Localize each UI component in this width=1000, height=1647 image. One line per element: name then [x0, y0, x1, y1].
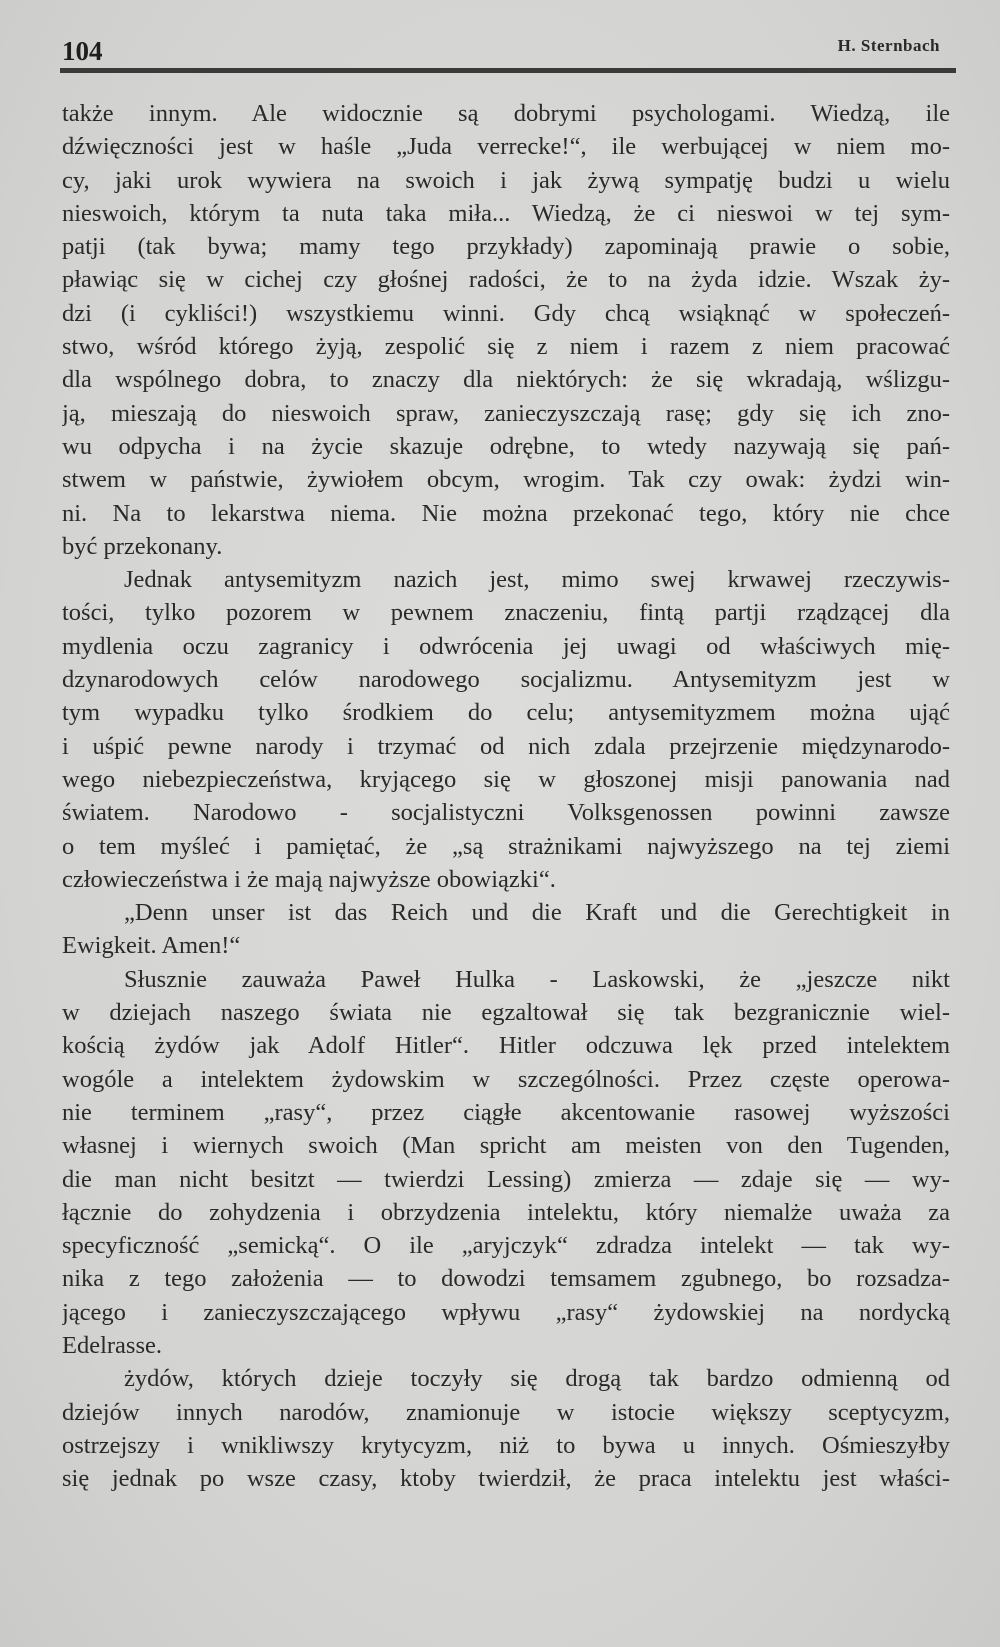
text-line: „Denn unser ist das Reich und die Kraft und die Gerechtigkeit in — [124, 899, 950, 927]
text-line: się jednak po wsze czasy, ktoby twierdził, że praca intelektu jest właści- — [62, 1465, 950, 1493]
header-rule — [60, 68, 956, 73]
text-line: ją, mieszają do nieswoich spraw, zanieczyszczają rasę; gdy się ich zno- — [62, 399, 950, 427]
text-line: Edelrasse. — [62, 1331, 162, 1359]
text-line: ostrzejszy i wnikliwszy krytycyzm, niż to bywa u innych. Ośmieszyłby — [62, 1431, 950, 1459]
text-line: nieswoich, którym ta nuta taka miła... Wiedzą, że ci nieswoi w tej sym- — [62, 199, 950, 227]
text-line: dzi (i cykliści!) wszystkiemu winni. Gdy chcą wsiąknąć w społeczeń- — [62, 299, 950, 327]
running-head-author: H. Sternbach — [837, 36, 940, 55]
text-line: światem. Narodowo - socjalistyczni Volksgenossen powinni zawsze — [62, 799, 950, 827]
text-line: żydów, których dzieje toczyły się drogą tak bardzo odmienną od — [124, 1365, 950, 1393]
text-line: dziejów innych narodów, znamionuje w istocie większy sceptycyzm, — [62, 1398, 950, 1426]
text-line: nie terminem „rasy“, przez ciągłe akcentowanie rasowej wyższości — [62, 1098, 950, 1126]
text-line: wego niebezpieczeństwa, kryjącego się w głoszonej misji panowania nad — [62, 765, 950, 793]
text-line: die man nicht besitzt — twierdzi Lessing) zmierza — zdaje się — wy- — [62, 1165, 950, 1193]
body-text — [62, 97, 950, 1495]
text-line: cy, jaki urok wywiera na swoich i jak żywą sympatję budzi u wielu — [62, 166, 950, 194]
text-line: dzynarodowych celów narodowego socjalizmu. Antysemityzm jest w — [62, 666, 950, 694]
text-line: także innym. Ale widocznie są dobrymi psychologami. Wiedzą, ile — [62, 100, 950, 127]
text-line: własnej i wiernych swoich (Man spricht am meisten von den Tugenden, — [62, 1132, 950, 1160]
page-number: 104 — [62, 36, 103, 66]
text-line: tym wypadku tylko środkiem do celu; antysemityzmem można ująć — [62, 699, 950, 727]
text-line: specyficzność „semicką“. O ile „aryjczyk“ zdradza intelekt — tak wy- — [62, 1232, 950, 1260]
text-line: Jednak antysemityzm nazich jest, mimo swej krwawej rzeczywis- — [124, 566, 950, 594]
text-line: patji (tak bywa; mamy tego przykłady) zapominają prawie o sobie, — [62, 233, 950, 261]
text-line: tości, tylko pozorem w pewnem znaczeniu, fintą partji rządzącej dla — [62, 599, 950, 627]
text-line: Słusznie zauważa Paweł Hulka - Laskowski, że „jeszcze nikt — [124, 965, 950, 993]
text-line: wogóle a intelektem żydowskim w szczególności. Przez częste operowa- — [62, 1065, 950, 1093]
text-line: łącznie do zohydzenia i obrzydzenia intelektu, który niemalże uważa za — [62, 1198, 950, 1226]
text-line: kością żydów jak Adolf Hitler“. Hitler odczuwa lęk przed intelektem — [62, 1032, 950, 1060]
text-line: wu odpycha i na życie skazuje odrębne, to wtedy nazywają się pań- — [62, 432, 950, 460]
text-line: ni. Na to lekarstwa niema. Nie można przekonać tego, który nie chce — [62, 499, 950, 527]
text-line: Ewigkeit. Amen!“ — [62, 932, 241, 960]
text-line: stwem w państwie, żywiołem obcym, wrogim. Tak czy owak: żydzi win- — [62, 466, 950, 494]
text-line: być przekonany. — [62, 532, 223, 560]
text-line: człowieczeństwa i że mają najwyższe obowiązki“. — [62, 865, 556, 893]
text-line: stwo, wśród którego żyją, zespolić się z niem i razem z niem pracować — [62, 333, 950, 361]
text-line: i uśpić pewne narody i trzymać od nich zdala przejrzenie międzynarodo- — [62, 732, 950, 760]
text-line: o tem myśleć i pamiętać, że „są strażnikami najwyższego na tej ziemi — [62, 832, 950, 860]
text-line: jącego i zanieczyszczającego wpływu „rasy“ żydowskiej na nordycką — [62, 1298, 950, 1326]
text-line: nika z tego założenia — to dowodzi temsamem zgubnego, bo rozsadza- — [62, 1265, 950, 1293]
text-line: w dziejach naszego świata nie egzaltował się tak bezgranicznie wiel- — [62, 999, 950, 1027]
text-line: mydlenia oczu zagranicy i odwrócenia jej uwagi od właściwych mię- — [62, 632, 950, 660]
text-line: dla wspólnego dobra, to znaczy dla niektórych: że się wkradają, wślizgu- — [62, 366, 950, 394]
text-line: pławiąc się w cichej czy głośnej radości, że to na żyda idzie. Wszak ży- — [62, 266, 950, 294]
text-line: dźwięczności jest w haśle „Juda verrecke!“, ile werbującej w niem mo- — [62, 133, 950, 161]
